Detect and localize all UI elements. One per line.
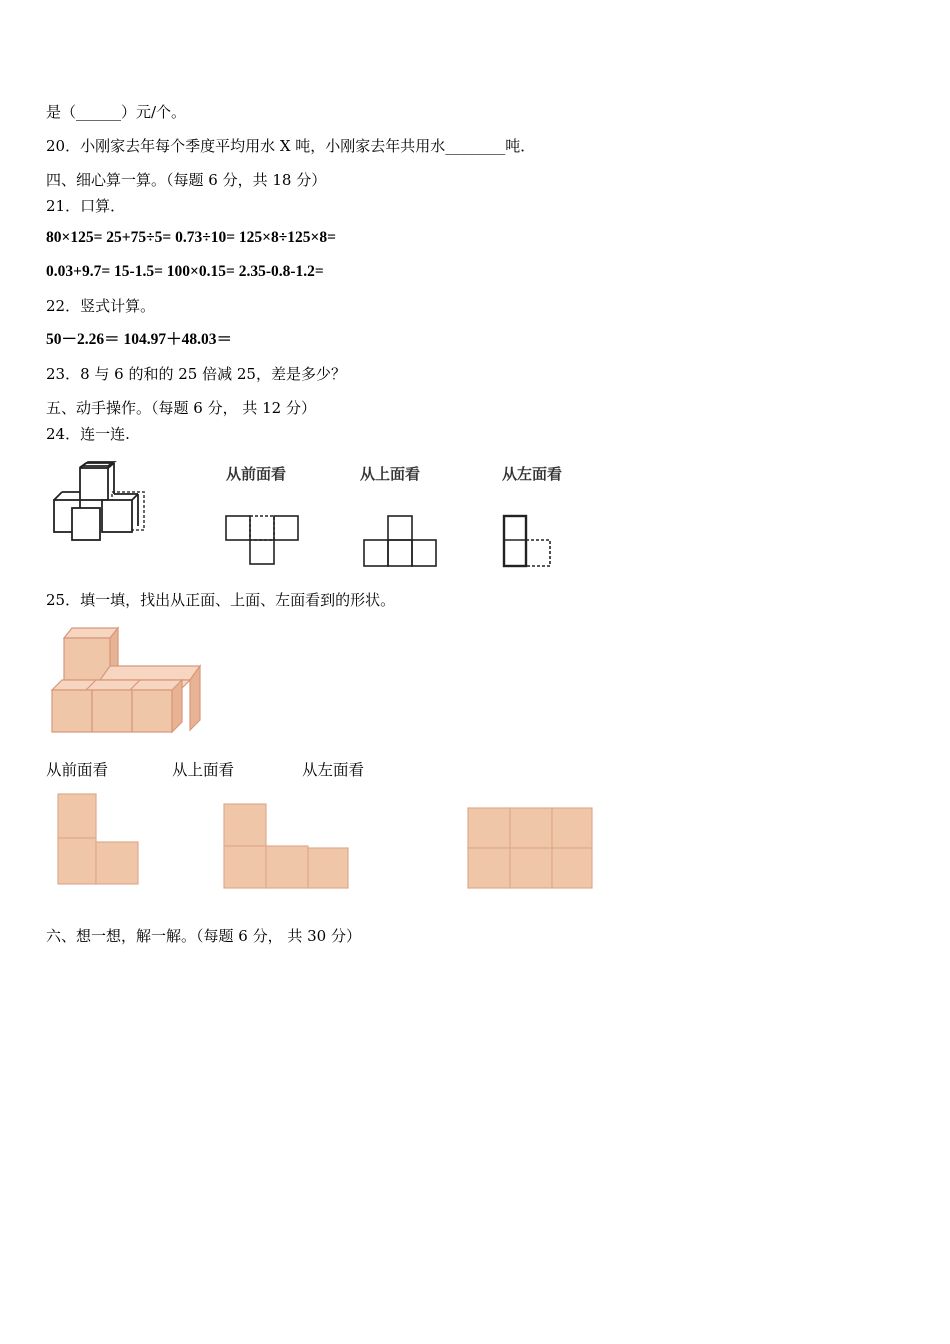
q25-view-shape-2 xyxy=(222,802,354,892)
q24-label-left: 从左面看 xyxy=(502,465,563,483)
q25-label-top: 从上面看 xyxy=(172,761,235,779)
q24-view-front-shape xyxy=(224,512,304,568)
q25-label-left: 从左面看 xyxy=(302,761,365,779)
q24-cube-figure xyxy=(50,462,150,542)
section-5-heading: 五、动手操作。（每题 6 分， 共 12 分） xyxy=(46,399,316,417)
q24-label-front: 从前面看 xyxy=(226,465,287,483)
q25-cube-figure xyxy=(50,624,210,736)
section-4-heading: 四、细心算一算。（每题 6 分，共 18 分） xyxy=(46,171,327,189)
q21-row-1: 80×125= 25+75÷5= 0.73÷10= 125×8÷125×8= xyxy=(46,229,336,246)
q24-title: 24．连一连. xyxy=(46,425,130,443)
q25-view-shape-3 xyxy=(466,806,596,892)
q23-text: 23．8 与 6 的和的 25 倍减 25，差是多少？ xyxy=(46,365,346,383)
q25-label-front: 从前面看 xyxy=(46,761,109,779)
q22-title: 22．竖式计算。 xyxy=(46,297,156,315)
q21-title: 21．口算． xyxy=(46,197,126,215)
q24-view-left-shape xyxy=(502,514,562,570)
q21-row-2: 0.03+9.7= 15-1.5= 100×0.15= 2.35-0.8-1.2= xyxy=(46,263,324,280)
q25-view-shape-1 xyxy=(56,792,146,888)
q20-text: 20．小刚家去年每个季度平均用水 X 吨，小刚家去年共用水________吨． xyxy=(46,137,536,155)
q19-tail: 是（______）元/个。 xyxy=(46,103,187,121)
q22-expressions: 50－2.26＝ 104.97＋48.03＝ xyxy=(46,331,233,348)
q25-title: 25．填一填，找出从正面、上面、左面看到的形状。 xyxy=(46,591,396,609)
q24-view-top-shape xyxy=(362,514,442,570)
section-6-heading: 六、想一想，解一解。（每题 6 分， 共 30 分） xyxy=(46,927,361,945)
q24-label-top: 从上面看 xyxy=(360,465,421,483)
